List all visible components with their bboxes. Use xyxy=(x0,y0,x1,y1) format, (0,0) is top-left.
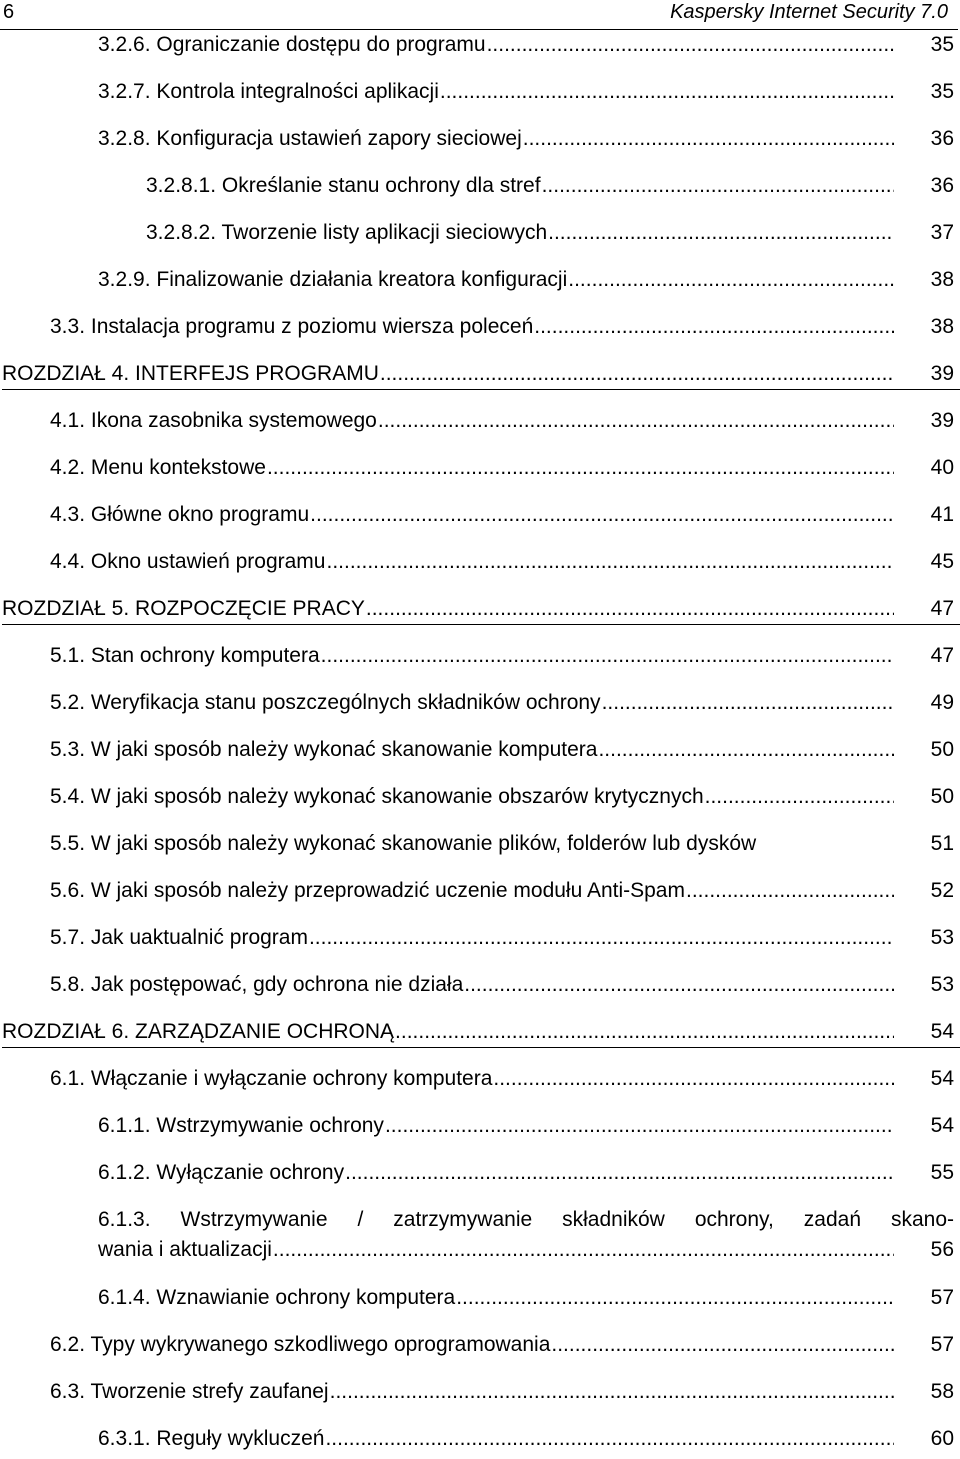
toc-entry-page: 52 xyxy=(930,879,954,902)
toc-entry-page: 57 xyxy=(930,1333,954,1356)
toc-entry[interactable] xyxy=(50,688,960,718)
toc-entry-page: 53 xyxy=(930,926,954,949)
leader-dots xyxy=(321,641,894,671)
toc-entry-title: 6.1. Włączanie i wyłączanie ochrony komputera xyxy=(50,1067,493,1090)
toc-entry[interactable] xyxy=(146,218,960,248)
leader-dots xyxy=(551,1330,894,1360)
toc-entry-page: 39 xyxy=(930,409,954,432)
leader-dots xyxy=(464,970,894,1000)
toc-entry-page: 41 xyxy=(930,503,954,526)
toc-entry-title: 5.8. Jak postępować, gdy ochrona nie działa xyxy=(50,973,464,996)
toc-entry-page: 54 xyxy=(930,1114,954,1137)
toc-entry-page: 50 xyxy=(930,785,954,808)
toc-entry-page: 39 xyxy=(930,362,954,385)
toc-entry-multiline[interactable] xyxy=(98,1205,960,1265)
toc-entry-title: 6.1.2. Wyłączanie ochrony xyxy=(98,1161,345,1184)
toc-entry-title: 3.2.8.1. Określanie stanu ochrony dla stref xyxy=(146,174,541,197)
toc-entry[interactable] xyxy=(98,1158,960,1188)
toc-entry-page: 36 xyxy=(930,174,954,197)
toc-entry-title: 3.2.8.2. Tworzenie listy aplikacji sieciowych xyxy=(146,221,548,244)
leader-dots xyxy=(326,547,894,577)
toc-entry-title: 6.1.1. Wstrzymywanie ochrony xyxy=(98,1114,384,1137)
leader-dots xyxy=(686,876,894,906)
toc-entry[interactable] xyxy=(98,30,960,60)
toc-entry[interactable] xyxy=(50,406,960,436)
toc-entry-page: 38 xyxy=(930,268,954,291)
toc-entry[interactable] xyxy=(98,265,960,295)
toc-chapter-entry[interactable] xyxy=(2,1017,960,1048)
toc-entry-page: 56 xyxy=(930,1238,954,1261)
toc-entry-title: 5.3. W jaki sposób należy wykonać skanowanie komputera xyxy=(50,738,598,761)
toc-entry-title: 3.2.8. Konfiguracja ustawień zapory sieciowej xyxy=(98,127,522,150)
toc-entry-title: 6.1.4. Wznawianie ochrony komputera xyxy=(98,1286,456,1309)
toc-entry[interactable] xyxy=(50,970,960,1000)
leader-dots xyxy=(493,1064,894,1094)
toc-entry-title: 6.3. Tworzenie strefy zaufanej xyxy=(50,1380,329,1403)
leader-dots xyxy=(534,312,894,342)
leader-dots xyxy=(602,688,894,718)
toc-entry[interactable] xyxy=(50,876,960,906)
toc-entry-title: 5.5. W jaki sposób należy wykonać skanowanie plików, folderów lub dysków xyxy=(50,832,757,855)
toc-entry-page: 37 xyxy=(930,221,954,244)
toc-entry-page: 35 xyxy=(930,80,954,103)
leader-dots xyxy=(385,1111,894,1141)
leader-dots xyxy=(548,218,894,248)
toc-entry[interactable] xyxy=(50,829,960,859)
leader-dots xyxy=(395,1017,894,1047)
toc-entry[interactable] xyxy=(50,500,960,530)
toc-chapter-entry[interactable] xyxy=(2,594,960,625)
leader-dots xyxy=(705,782,894,812)
toc-entry-page: 51 xyxy=(930,832,954,855)
toc-entry[interactable] xyxy=(98,124,960,154)
toc-entry-page: 40 xyxy=(930,456,954,479)
toc-entry-page: 53 xyxy=(930,973,954,996)
toc-entry-page: 45 xyxy=(930,550,954,573)
toc-chapter-title: ROZDZIAŁ 5. ROZPOCZĘCIE PRACY xyxy=(2,597,365,620)
toc-entry[interactable] xyxy=(50,453,960,483)
leader-dots xyxy=(273,1235,894,1265)
toc-entry-title: 4.2. Menu kontekstowe xyxy=(50,456,266,479)
leader-dots xyxy=(330,1377,894,1407)
toc-entry-page: 57 xyxy=(930,1286,954,1309)
toc-entry-page: 36 xyxy=(930,127,954,150)
toc-entry[interactable] xyxy=(98,1283,960,1313)
toc-entry-page: 54 xyxy=(930,1020,954,1043)
leader-dots xyxy=(523,124,894,154)
toc-entry-title: 3.2.6. Ograniczanie dostępu do programu xyxy=(98,33,486,56)
toc-entry[interactable] xyxy=(50,923,960,953)
page-number: 6 xyxy=(3,1,15,23)
leader-dots xyxy=(440,77,894,107)
toc-entry[interactable] xyxy=(50,782,960,812)
toc-entry-title: wania i aktualizacji xyxy=(98,1238,272,1261)
leader-dots xyxy=(366,594,894,624)
toc-entry-page: 60 xyxy=(930,1427,954,1450)
toc-entry[interactable] xyxy=(146,171,960,201)
toc-entry-page: 49 xyxy=(930,691,954,714)
toc-entry-page: 35 xyxy=(930,33,954,56)
leader-dots xyxy=(345,1158,894,1188)
toc-entry-title: 6.3.1. Reguły wykluczeń xyxy=(98,1427,325,1450)
toc-entry[interactable] xyxy=(50,312,960,342)
toc-entry[interactable] xyxy=(50,1330,960,1360)
toc-chapter-entry[interactable] xyxy=(2,359,960,390)
leader-dots xyxy=(598,735,894,765)
toc-chapter-title: ROZDZIAŁ 6. ZARZĄDZANIE OCHRONĄ xyxy=(2,1020,395,1043)
toc-entry-page: 55 xyxy=(930,1161,954,1184)
toc-entry-title: 5.2. Weryfikacja stanu poszczególnych składników ochrony xyxy=(50,691,601,714)
leader-dots xyxy=(325,1424,894,1454)
toc-entry-page: 47 xyxy=(930,644,954,667)
leader-dots xyxy=(456,1283,894,1313)
toc-entry-title: 5.4. W jaki sposób należy wykonać skanowanie obszarów krytycznych xyxy=(50,785,704,808)
toc-entry[interactable] xyxy=(98,1111,960,1141)
toc-entry[interactable] xyxy=(50,547,960,577)
toc-entry-title: 3.3. Instalacja programu z poziomu wiersza poleceń xyxy=(50,315,534,338)
leader-dots xyxy=(309,923,894,953)
toc-entry-page: 54 xyxy=(930,1067,954,1090)
leader-dots xyxy=(568,265,894,295)
toc-entry[interactable] xyxy=(50,1377,960,1407)
toc-entry[interactable] xyxy=(50,641,960,671)
toc-entry-title: 4.1. Ikona zasobnika systemowego xyxy=(50,409,377,432)
toc-entry-page: 58 xyxy=(930,1380,954,1403)
toc-entry[interactable] xyxy=(98,77,960,107)
toc-entry-title: 3.2.9. Finalizowanie działania kreatora konfiguracji xyxy=(98,268,568,291)
toc-entry-page: 47 xyxy=(930,597,954,620)
toc-entry-title: 5.6. W jaki sposób należy przeprowadzić uczenie modułu Anti-Spam xyxy=(50,879,685,902)
leader-dots xyxy=(542,171,894,201)
toc-entry-title: 6.2. Typy wykrywanego szkodliwego oprogramowania xyxy=(50,1333,551,1356)
running-header-title: Kaspersky Internet Security 7.0 xyxy=(670,1,948,23)
leader-dots xyxy=(267,453,894,483)
toc-entry[interactable] xyxy=(50,735,960,765)
toc-entry-page: 38 xyxy=(930,315,954,338)
leader-dots xyxy=(487,30,894,60)
toc-entry-title: 3.2.7. Kontrola integralności aplikacji xyxy=(98,80,439,103)
toc-entry-title: 4.3. Główne okno programu xyxy=(50,503,310,526)
toc-entry-title: 4.4. Okno ustawień programu xyxy=(50,550,326,573)
leader-dots xyxy=(310,500,894,530)
toc-entry-page: 50 xyxy=(930,738,954,761)
toc-entry-title: 5.1. Stan ochrony komputera xyxy=(50,644,320,667)
toc-entry[interactable] xyxy=(50,1064,960,1094)
toc-entry[interactable] xyxy=(98,1424,960,1454)
toc-chapter-title: ROZDZIAŁ 4. INTERFEJS PROGRAMU xyxy=(2,362,379,385)
toc-entry-title-line1: 6.1.3. Wstrzymywanie / zatrzymywanie składników ochrony, zadań skano- xyxy=(98,1208,954,1231)
toc-entry-title: 5.7. Jak uaktualnić program xyxy=(50,926,308,949)
leader-dots xyxy=(378,406,894,436)
leader-dots xyxy=(380,359,894,389)
